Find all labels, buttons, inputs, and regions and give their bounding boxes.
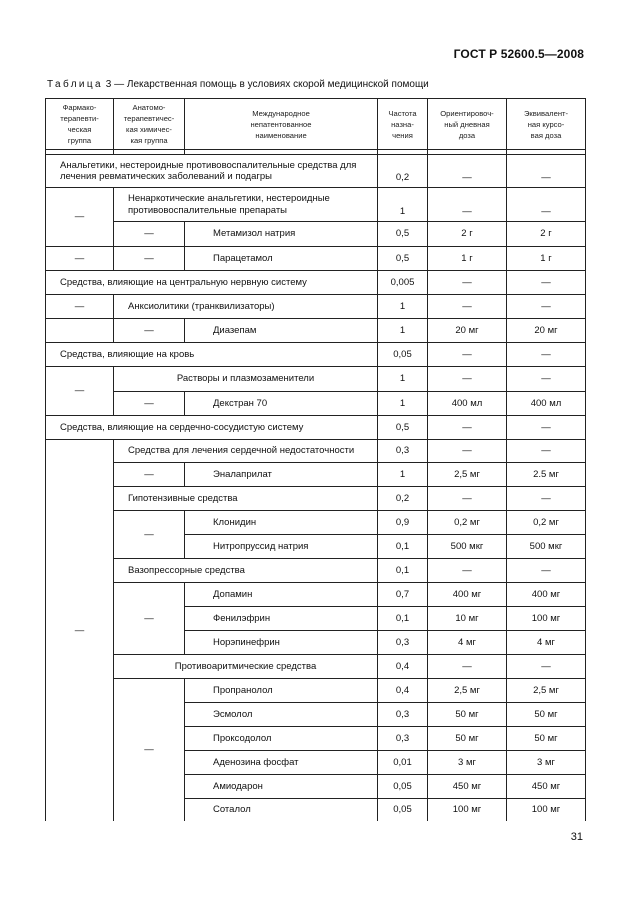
row-daily-dose: —: [428, 416, 507, 440]
row-course-dose: —: [507, 367, 586, 392]
col-header-inn: Международное непатентованное наименование: [185, 99, 378, 150]
row-course-dose: 450 мг: [507, 775, 586, 799]
row-frequency: 0,4: [378, 679, 428, 703]
row-course-dose: 400 мг: [507, 583, 586, 607]
caption-text: Лекарственная помощь в условиях скорой медицинской помощи: [126, 79, 429, 90]
row-course-dose: —: [507, 655, 586, 679]
row-daily-dose: 2,5 мг: [428, 679, 507, 703]
row-name: Эсмолол: [185, 703, 378, 727]
row-course-dose: 2 г: [507, 222, 586, 247]
row-course-dose: 50 мг: [507, 727, 586, 751]
row-name: Средства, влияющие на сердечно-сосудистую систему: [46, 416, 378, 440]
row-frequency: 0,05: [378, 799, 428, 821]
row-atc-group: —: [114, 463, 185, 487]
row-name: Декстран 70: [185, 392, 378, 416]
row-course-dose: —: [507, 487, 586, 511]
row-name: Средства для лечения сердечной недостаточности: [114, 440, 378, 463]
row-name: Противоаритмические средства: [114, 655, 378, 679]
row-daily-dose: —: [428, 559, 507, 583]
page-number: 31: [570, 831, 583, 843]
row-daily-dose: 50 мг: [428, 727, 507, 751]
row-name: Нитропруссид натрия: [185, 535, 378, 559]
row-course-dose: —: [507, 440, 586, 463]
row-course-dose: —: [507, 188, 586, 222]
table-row: [46, 367, 586, 392]
row-course-dose: —: [507, 343, 586, 367]
row-name: Растворы и плазмозаменители: [114, 367, 378, 392]
table-row: [46, 247, 586, 271]
row-pharm-group: —: [46, 295, 114, 319]
table-row: [46, 487, 586, 511]
row-name: Средства, влияющие на кровь: [46, 343, 378, 367]
drug-table: [45, 98, 586, 821]
table-row: [46, 679, 586, 703]
table-row: [46, 295, 586, 319]
table-row: [46, 440, 586, 463]
table-row: [46, 343, 586, 367]
row-daily-dose: —: [428, 271, 507, 295]
row-daily-dose: 1 г: [428, 247, 507, 271]
row-course-dose: —: [507, 295, 586, 319]
table-row: [46, 392, 586, 416]
row-name: Фенилэфрин: [185, 607, 378, 631]
row-course-dose: 20 мг: [507, 319, 586, 343]
row-name: Проксодолол: [185, 727, 378, 751]
row-name: Допамин: [185, 583, 378, 607]
row-frequency: 0,05: [378, 775, 428, 799]
row-name: Гипотензивные средства: [114, 487, 378, 511]
document-id: ГОСТ Р 52600.5—2008: [453, 47, 584, 61]
caption-label: Таблица: [47, 79, 104, 90]
row-pharm-group: —: [46, 440, 114, 821]
col-header-atc-group: Анатомо- терапевтичес- кая химичес- кая группа: [114, 99, 185, 150]
row-name: Ненаркотические анальгетики, нестероидные противовоспалительные препараты: [114, 188, 378, 222]
row-atc-group: —: [114, 511, 185, 559]
table-row: [46, 511, 586, 535]
table-row: [46, 319, 586, 343]
row-frequency: 1: [378, 463, 428, 487]
caption-number: 3: [105, 79, 112, 90]
row-daily-dose: 10 мг: [428, 607, 507, 631]
row-name: Эналаприлат: [185, 463, 378, 487]
row-name: Диазепам: [185, 319, 378, 343]
row-daily-dose: —: [428, 440, 507, 463]
row-name: Парацетамол: [185, 247, 378, 271]
row-frequency: 1: [378, 367, 428, 392]
row-daily-dose: 50 мг: [428, 703, 507, 727]
table-header-row: [46, 99, 586, 150]
row-daily-dose: 100 мг: [428, 799, 507, 821]
row-frequency: 0,2: [378, 487, 428, 511]
row-daily-dose: —: [428, 367, 507, 392]
row-course-dose: —: [507, 271, 586, 295]
row-course-dose: 1 г: [507, 247, 586, 271]
row-frequency: 0,9: [378, 511, 428, 535]
row-frequency: 0,3: [378, 631, 428, 655]
row-course-dose: 50 мг: [507, 703, 586, 727]
row-daily-dose: 20 мг: [428, 319, 507, 343]
row-course-dose: 400 мл: [507, 392, 586, 416]
row-daily-dose: 4 мг: [428, 631, 507, 655]
row-atc-group: —: [114, 222, 185, 247]
row-frequency: 0,05: [378, 343, 428, 367]
row-atc-group: —: [114, 583, 185, 655]
row-daily-dose: —: [428, 487, 507, 511]
table-row: [46, 188, 586, 222]
row-frequency: 0,005: [378, 271, 428, 295]
row-name: Метамизол натрия: [185, 222, 378, 247]
row-course-dose: 2.5 мг: [507, 463, 586, 487]
row-frequency: 0,7: [378, 583, 428, 607]
row-name: Анальгетики, нестероидные противовоспалительные средства для лечения ревматических заболеваний и подагры: [46, 155, 378, 188]
row-daily-dose: 500 мкг: [428, 535, 507, 559]
row-frequency: 0,5: [378, 222, 428, 247]
row-course-dose: 100 мг: [507, 607, 586, 631]
table-row: [46, 583, 586, 607]
row-daily-dose: —: [428, 343, 507, 367]
row-name: Клонидин: [185, 511, 378, 535]
row-frequency: 1: [378, 295, 428, 319]
row-course-dose: 3 мг: [507, 751, 586, 775]
row-frequency: 1: [378, 392, 428, 416]
row-atc-group: —: [114, 392, 185, 416]
table-row: [46, 463, 586, 487]
row-daily-dose: 3 мг: [428, 751, 507, 775]
row-daily-dose: —: [428, 655, 507, 679]
row-name: Пропранолол: [185, 679, 378, 703]
row-course-dose: 500 мкг: [507, 535, 586, 559]
row-frequency: 0,4: [378, 655, 428, 679]
row-atc-group: —: [114, 319, 185, 343]
row-frequency: 0,3: [378, 440, 428, 463]
table-caption: [47, 79, 429, 90]
col-header-daily-dose: Ориентировоч- ный дневная доза: [428, 99, 507, 150]
row-pharm-group: —: [46, 247, 114, 271]
table-row: [46, 655, 586, 679]
row-name: Анксиолитики (транквилизаторы): [114, 295, 378, 319]
row-name: Аденозина фосфат: [185, 751, 378, 775]
table-row: [46, 155, 586, 188]
row-frequency: 0,3: [378, 727, 428, 751]
table-row: [46, 416, 586, 440]
row-atc-group: —: [114, 679, 185, 821]
row-daily-dose: 2,5 мг: [428, 463, 507, 487]
row-frequency: 0,01: [378, 751, 428, 775]
row-name: Вазопрессорные средства: [114, 559, 378, 583]
row-daily-dose: 400 мл: [428, 392, 507, 416]
row-course-dose: —: [507, 416, 586, 440]
row-frequency: 0,1: [378, 559, 428, 583]
row-daily-dose: 450 мг: [428, 775, 507, 799]
row-frequency: 0,5: [378, 416, 428, 440]
row-daily-dose: 0,2 мг: [428, 511, 507, 535]
row-frequency: 0,5: [378, 247, 428, 271]
row-course-dose: 0,2 мг: [507, 511, 586, 535]
row-name: Амиодарон: [185, 775, 378, 799]
col-header-frequency: Частота назна- чения: [378, 99, 428, 150]
row-course-dose: 2,5 мг: [507, 679, 586, 703]
row-pharm-group: —: [46, 367, 114, 416]
table-row: [46, 271, 586, 295]
row-course-dose: 4 мг: [507, 631, 586, 655]
row-course-dose: —: [507, 559, 586, 583]
empty-cell: [46, 319, 114, 343]
row-daily-dose: 2 г: [428, 222, 507, 247]
row-daily-dose: —: [428, 295, 507, 319]
row-daily-dose: —: [428, 188, 507, 222]
row-name: Норэпинефрин: [185, 631, 378, 655]
row-atc-group: —: [114, 247, 185, 271]
row-name: Средства, влияющие на центральную нервную систему: [46, 271, 378, 295]
caption-separator: —: [114, 79, 125, 90]
row-pharm-group: —: [46, 188, 114, 247]
col-header-course-dose: Эквивалент- ная курсо- вая доза: [507, 99, 586, 150]
row-frequency: 0,1: [378, 535, 428, 559]
table-row: [46, 559, 586, 583]
row-course-dose: 100 мг: [507, 799, 586, 821]
row-course-dose: —: [507, 155, 586, 188]
row-daily-dose: 400 мг: [428, 583, 507, 607]
row-frequency: 0,2: [378, 155, 428, 188]
row-frequency: 1: [378, 188, 428, 222]
col-header-pharm-group: Фармако- терапевти- ческая группа: [46, 99, 114, 150]
row-frequency: 1: [378, 319, 428, 343]
row-frequency: 0,1: [378, 607, 428, 631]
table-row: [46, 222, 586, 247]
row-frequency: 0,3: [378, 703, 428, 727]
row-daily-dose: —: [428, 155, 507, 188]
row-name: Соталол: [185, 799, 378, 821]
